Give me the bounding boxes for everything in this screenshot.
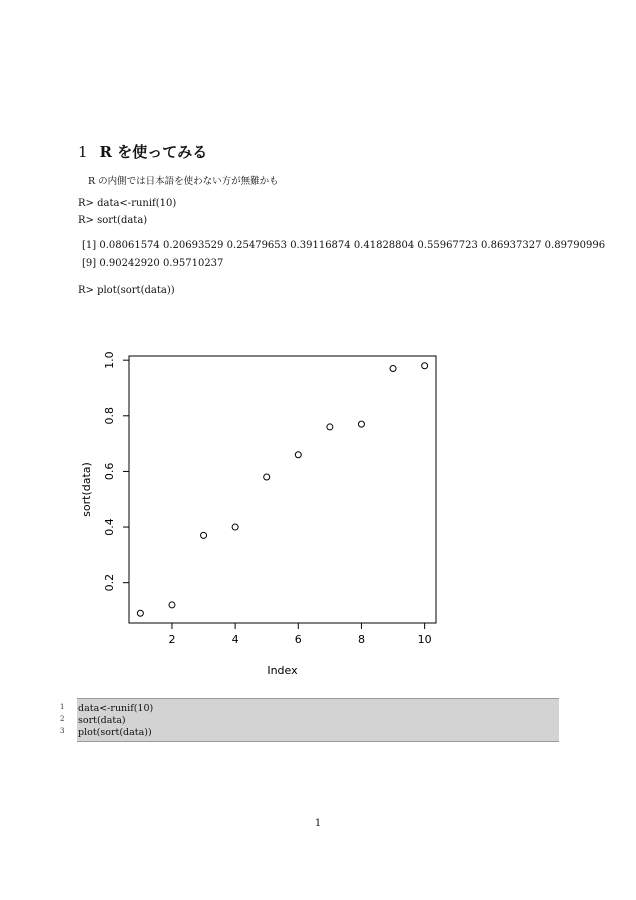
code-line	[0, 703, 559, 715]
scatter-plot-figure	[72, 340, 452, 689]
x-tick-label: 10	[417, 633, 432, 646]
code-line-text: data<-runif(10)	[78, 703, 154, 714]
data-point	[422, 363, 428, 369]
command-runif: R> data<-runif(10)	[78, 198, 177, 209]
y-tick-label: 0.2	[103, 573, 116, 592]
command-sort: R> sort(data)	[78, 215, 148, 226]
section-number: 1	[78, 143, 88, 161]
y-tick-label: 0.6	[103, 462, 116, 481]
intro-paragraph: R の内側では日本語を使わない方が無難かも	[88, 176, 279, 187]
code-line	[0, 715, 559, 727]
section-heading	[78, 141, 207, 162]
output-line-2: [9] 0.90242920 0.95710237	[82, 258, 224, 269]
y-tick-label: 1.0	[103, 351, 116, 369]
x-tick-label: 4	[231, 633, 239, 646]
page-number: 1	[314, 818, 322, 829]
data-point	[264, 474, 270, 480]
plot-frame	[129, 356, 436, 623]
y-axis-label: sort(data)	[80, 462, 93, 517]
data-point	[295, 452, 301, 458]
data-point	[358, 421, 364, 427]
data-point	[327, 424, 333, 430]
code-line-number: 3	[60, 727, 65, 735]
code-line-text: plot(sort(data))	[78, 727, 152, 738]
command-plot: R> plot(sort(data))	[78, 285, 175, 296]
data-point	[390, 366, 396, 372]
x-tick-label: 6	[294, 633, 302, 646]
data-point	[169, 602, 175, 608]
code-listing	[60, 698, 559, 742]
data-point	[232, 524, 238, 530]
data-point	[201, 532, 207, 538]
scatter-plot	[72, 340, 452, 685]
code-line-number: 1	[60, 703, 65, 711]
y-tick-label: 0.8	[103, 407, 116, 425]
code-line-text: sort(data)	[78, 715, 126, 726]
x-tick-label: 2	[168, 633, 176, 646]
y-tick-label: 0.4	[103, 518, 116, 536]
section-title: R を使ってみる	[99, 143, 208, 161]
code-line-number: 2	[60, 715, 65, 723]
code-line	[0, 727, 559, 739]
x-tick-label: 8	[357, 633, 365, 646]
data-point	[137, 610, 143, 616]
output-line-1: [1] 0.08061574 0.20693529 0.25479653 0.39116874 0.41828804 0.55967723 0.86937327 0.89790996	[82, 240, 606, 251]
x-axis-label: Index	[267, 664, 298, 677]
